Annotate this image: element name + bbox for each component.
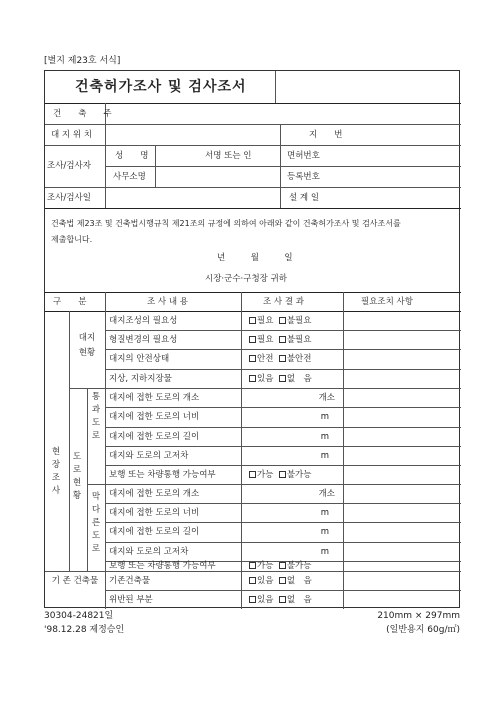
option-label: 필요 [257, 316, 274, 326]
paper-type: (일반용지 60g/㎡) [386, 625, 460, 635]
form-code: 30304-24821일 [44, 611, 114, 621]
row-item: 대지조성의 필요성 [109, 316, 178, 326]
license-number-label: 면허번호 [287, 151, 320, 161]
form-title: 건축허가조사 및 검사조서 [75, 79, 247, 95]
row-item: 대지에 접한 도로의 너비 [109, 412, 200, 422]
checkbox[interactable] [279, 336, 286, 343]
row-item: 대지와 도로의 고저차 [109, 547, 189, 557]
option-label: 불필요 [286, 335, 312, 345]
checkbox[interactable] [279, 596, 286, 603]
statement-date: 년 월 일 [217, 253, 293, 263]
option-label: 필요 [257, 335, 274, 345]
checkbox[interactable] [249, 577, 256, 584]
inspection-date-label: 조사/검사일 [47, 193, 91, 203]
row-unit: 개소 [318, 489, 335, 499]
row-item: 형질변경의 필요성 [109, 335, 178, 345]
row-item: 대지에 접한 도로의 개소 [109, 393, 200, 403]
row-item: 위반된 부분 [109, 595, 153, 605]
checkbox[interactable] [279, 577, 286, 584]
option-label: 불안전 [286, 354, 312, 364]
checkbox[interactable] [279, 562, 286, 569]
row-unit: m [320, 451, 329, 461]
row-item: 대지의 안전상태 [109, 354, 170, 364]
checkbox[interactable] [249, 471, 256, 478]
option-label: 불가능 [286, 470, 312, 480]
row-unit: m [320, 547, 329, 557]
group-site-status: 대지현황 [78, 333, 96, 358]
checkbox[interactable] [279, 355, 286, 362]
form-number-label: [별지 제23호 서식] [44, 56, 121, 66]
row-result-options [249, 577, 312, 586]
signature-label: 서명 또는 인 [205, 151, 252, 161]
checkbox[interactable] [279, 471, 286, 478]
row-result-options [249, 317, 311, 326]
checkbox[interactable] [249, 355, 256, 362]
checkbox[interactable] [249, 562, 256, 569]
option-label: 있음 [257, 595, 274, 605]
recipient: 시장·군수·구청장 귀하 [205, 274, 288, 284]
row-result-options [249, 375, 312, 384]
group-existing-building: 기 존 건축물 [51, 576, 99, 586]
group-through-road: 통과도로 [91, 392, 101, 441]
checkbox[interactable] [279, 375, 286, 382]
row-result-options [249, 562, 311, 571]
row-result-options [249, 596, 312, 605]
option-label: 있음 [257, 374, 274, 384]
row-unit: m [320, 412, 329, 422]
statement-line-2: 제출합니다. [51, 235, 93, 244]
approval-date: '98.12.28 제정승인 [44, 625, 125, 635]
option-label: 불가능 [286, 561, 312, 571]
header-action: 필요조치 사항 [361, 297, 413, 307]
option-label: 가능 [257, 470, 274, 480]
statement-line-1: 건축법 제23조 및 건축법시행규칙 제21조의 규정에 의하여 아래와 같이 건축허가조사 및 검사조서를 [51, 219, 401, 228]
option-label: 있음 [257, 576, 274, 586]
row-item: 대지에 접한 도로의 개소 [109, 489, 200, 499]
row-unit: m [320, 527, 329, 537]
checkbox[interactable] [249, 596, 256, 603]
row-item: 보행 또는 차량통행 가능여부 [109, 561, 216, 571]
group-field-investigation: 현장조사 [51, 447, 61, 496]
registration-number-label: 등록번호 [287, 172, 320, 182]
inspector-label: 조사/검사자 [47, 161, 91, 171]
design-date-label: 설 계 일 [289, 193, 320, 203]
row-item: 보행 또는 차량통행 가능여부 [109, 470, 216, 480]
row-result-options [249, 336, 311, 345]
inspection-form [44, 70, 460, 608]
office-name-label: 사무소명 [113, 172, 146, 182]
paper-size: 210mm × 297mm [377, 611, 460, 621]
row-unit: 개소 [318, 393, 335, 403]
group-dead-end-road: 막다른도로 [91, 492, 101, 554]
row-result-options [249, 355, 311, 364]
header-result: 조 사 결 과 [263, 297, 304, 307]
row-unit: m [320, 432, 329, 442]
row-item: 지상, 지하지장물 [109, 374, 172, 384]
option-label: 없 음 [286, 576, 312, 586]
lot-number-label: 지 번 [309, 130, 343, 140]
checkbox[interactable] [249, 375, 256, 382]
row-item: 기존건축물 [109, 576, 151, 586]
group-road-status: 도로현황 [72, 452, 82, 501]
checkbox[interactable] [249, 336, 256, 343]
checkbox[interactable] [279, 317, 286, 324]
row-result-options [249, 471, 311, 480]
owner-label: 건 축 주 [53, 109, 112, 119]
option-label: 없 음 [286, 595, 312, 605]
option-label: 안전 [257, 354, 274, 364]
option-label: 가능 [257, 561, 274, 571]
row-item: 대지와 도로의 고저차 [109, 451, 189, 461]
row-unit: m [320, 508, 329, 518]
header-category: 구 분 [53, 297, 87, 307]
row-item: 대지에 접한 도로의 길이 [109, 527, 200, 537]
row-item: 대지에 접한 도로의 길이 [109, 432, 200, 442]
option-label: 불필요 [286, 316, 312, 326]
name-label: 성 명 [115, 151, 149, 161]
option-label: 없 음 [286, 374, 312, 384]
checkbox[interactable] [249, 317, 256, 324]
row-item: 대지에 접한 도로의 너비 [109, 508, 200, 518]
header-content: 조 사 내 용 [147, 297, 188, 307]
site-location-label: 대 지 위 치 [51, 130, 92, 140]
